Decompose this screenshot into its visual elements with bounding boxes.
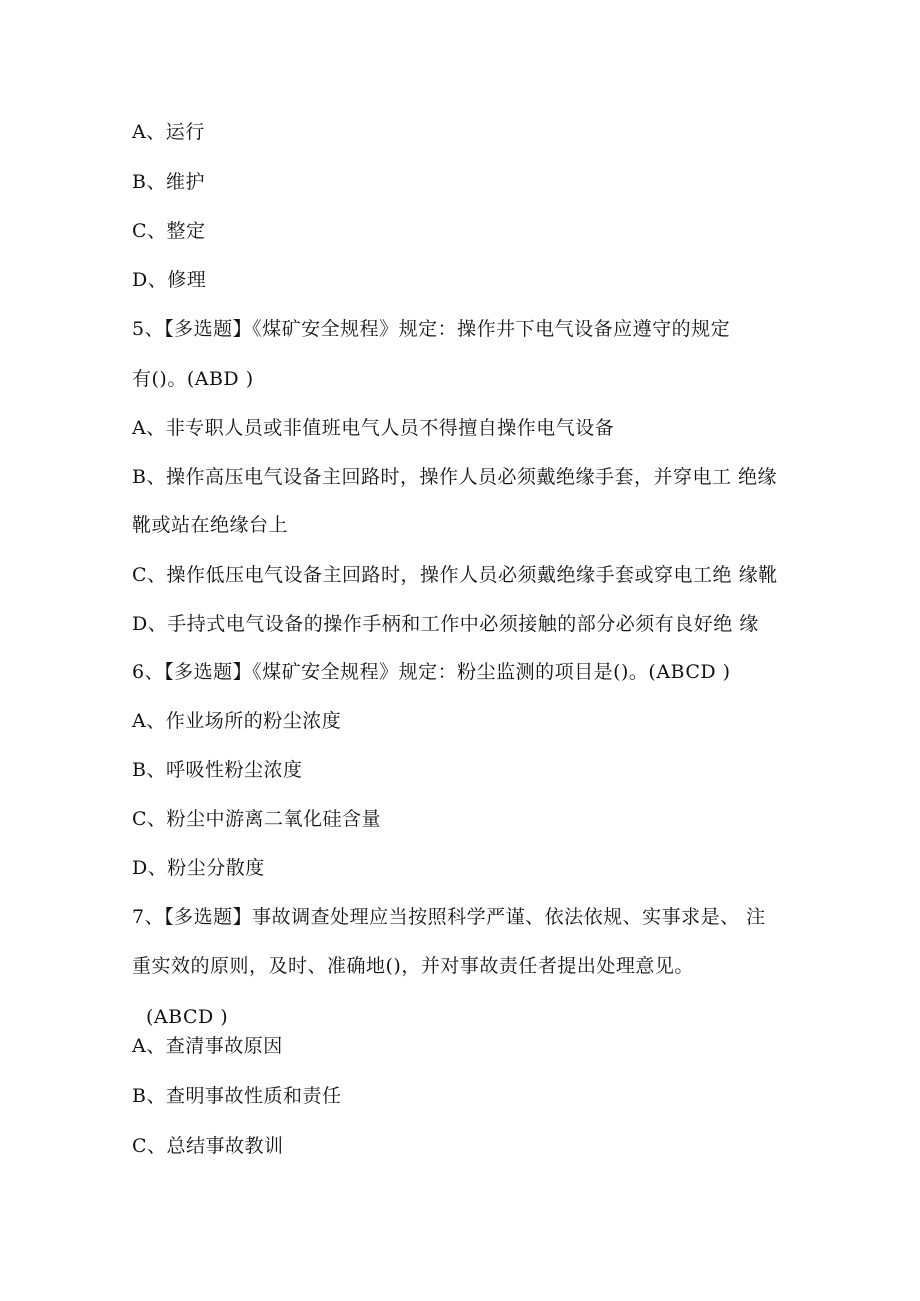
q6-option-b: B、呼吸性粉尘浓度 (132, 759, 303, 781)
q6-option-a: A、作业场所的粉尘浓度 (132, 710, 342, 732)
q5-option-b-line-2: 靴或站在绝缘台上 (132, 514, 289, 536)
q7-stem-line-2: 重实效的原则，及时、准确地()，并对事故责任者提出处理意见。 (132, 955, 694, 977)
q5-option-a: A、非专职人员或非值班电气人员不得擅自操作电气设备 (132, 417, 615, 439)
q4-option-c: C、整定 (132, 220, 206, 242)
q5-option-c: C、操作低压电气设备主回路时，操作人员必须戴绝缘手套或穿电工绝 缘靴 (132, 564, 778, 586)
q7-answer: (ABCD ) (146, 1006, 229, 1028)
q4-option-d: D、修理 (132, 269, 207, 291)
q5-option-b-line-1: B、操作高压电气设备主回路时，操作人员必须戴绝缘手套，并穿电工 绝缘 (132, 466, 778, 488)
q5-stem-line-2: 有()。(ABD ) (132, 368, 254, 390)
q5-option-d: D、手持式电气设备的操作手柄和工作中必须接触的部分必须有良好绝 缘 (132, 613, 759, 635)
q7-option-a: A、查清事故原因 (132, 1035, 283, 1057)
q6-option-c: C、粉尘中游离二氧化硅含量 (132, 808, 382, 830)
q4-option-a: A、运行 (132, 121, 205, 143)
q6-option-d: D、粉尘分散度 (132, 857, 265, 879)
q4-option-b: B、维护 (132, 171, 205, 193)
q5-stem-line-1: 5、【多选题】《煤矿安全规程》规定：操作井下电气设备应遵守的规定 (132, 318, 731, 340)
q7-option-c: C、总结事故教训 (132, 1135, 284, 1157)
q6-stem: 6、【多选题】《煤矿安全规程》规定：粉尘监测的项目是()。(ABCD ) (132, 661, 731, 683)
q7-stem-line-1: 7、【多选题】事故调查处理应当按照科学严谨、依法依规、实事求是、 注 (132, 906, 766, 928)
q7-option-b: B、查明事故性质和责任 (132, 1085, 342, 1107)
